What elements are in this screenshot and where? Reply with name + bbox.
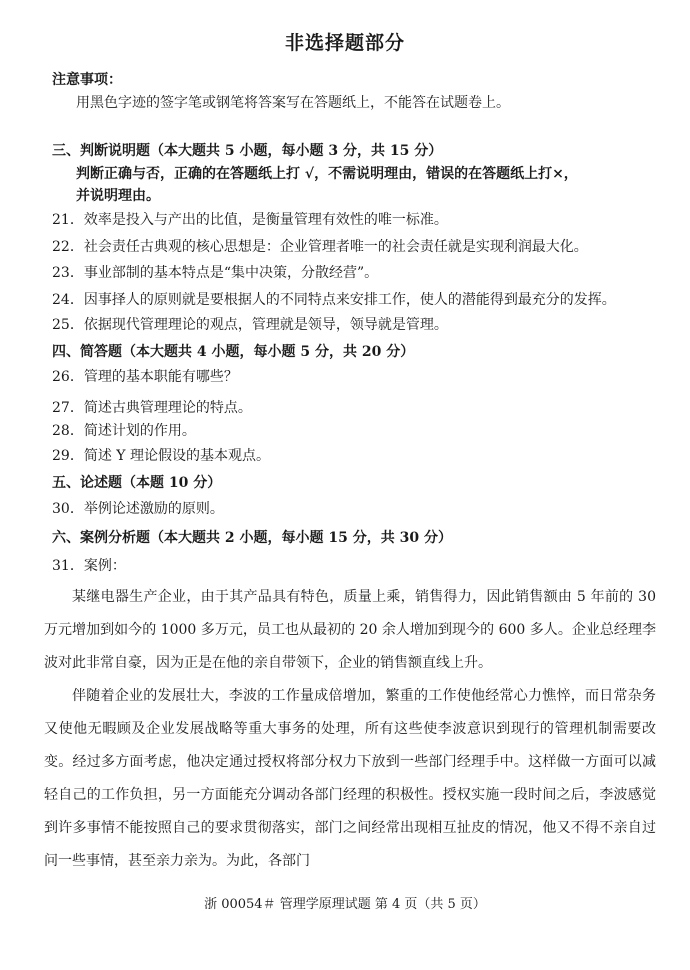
case-text	[44, 581, 656, 878]
question-29: 29．简述 Y 理论假设的基本观点。	[52, 448, 270, 464]
question-26: 26．管理的基本职能有哪些？	[52, 369, 238, 385]
case-paragraph-1: 某继电器生产企业，由于其产品具有特色，质量上乘，销售得力，因此销售额由 5 年前的 30 万元增加到如今的 1000 多万元，员工也从最初的 20 余人增加到现今的 600 多人。企业总经理李波对此非常自豪，因为正是在他的亲自带领下，企业的销售额直线上升。	[44, 589, 656, 671]
question-24: 24．因事择人的原则就是要根据人的不同特点来安排工作，使人的潜能得到最充分的发挥。	[52, 292, 616, 308]
section3-heading: 三、判断说明题（本大题共 5 小题，每小题 3 分，共 15 分）	[52, 143, 443, 159]
section4-heading: 四、简答题（本大题共 4 小题，每小题 5 分，共 20 分）	[52, 344, 415, 360]
section3-instruction-2: 并说明理由。	[76, 188, 160, 204]
question-31-label: 31．案例：	[52, 558, 126, 574]
page-footer: 浙 00054＃ 管理学原理试题 第 4 页（共 5 页）	[204, 897, 486, 912]
notice-text: 用黑色字迹的签字笔或钢笔将答案写在答题纸上，不能答在试题卷上。	[76, 95, 510, 111]
question-22: 22．社会责任古典观的核心思想是：企业管理者唯一的社会责任就是实现利润最大化。	[52, 239, 588, 255]
section6-heading: 六、案例分析题（本大题共 2 小题，每小题 15 分，共 30 分）	[52, 530, 452, 546]
section3-instruction-1: 判断正确与否，正确的在答题纸上打 √，不需说明理由，错误的在答题纸上打×，	[76, 166, 578, 182]
question-23: 23．事业部制的基本特点是“集中决策，分散经营”。	[52, 265, 379, 281]
question-28: 28．简述计划的作用。	[52, 423, 196, 439]
question-21: 21．效率是投入与产出的比值，是衡量管理有效性的唯一标准。	[52, 212, 448, 228]
section5-heading: 五、论述题（本题 10 分）	[52, 475, 222, 491]
question-25: 25．依据现代管理理论的观点，管理就是领导，领导就是管理。	[52, 317, 448, 333]
page-title: 非选择题部分	[284, 32, 405, 54]
notice-heading: 注意事项：	[52, 72, 122, 88]
question-27: 27．简述古典管理理论的特点。	[52, 400, 252, 416]
case-paragraph-2: 伴随着企业的发展壮大，李波的工作量成倍增加，繁重的工作使他经常心力憔悴，而日常杂务又使他无暇顾及企业发展战略等重大事务的处理，所有这些使李波意识到现行的管理机制需要改变。经过多方面考虑，他决定通过授权将部分权力下放到一些部门经理手中。这样做一方面可以减轻自己的工作负担，另一方面能充分调动各部门经理的积极性。授权实施一段时间之后，李波感觉到许多事情不能按照自己的要求贯彻落实，部门之间经常出现相互扯皮的情况，他又不得不亲自过问一些事情，甚至亲力亲为。为此，各部门	[44, 688, 656, 869]
question-30: 30．举例论述激励的原则。	[52, 501, 224, 517]
